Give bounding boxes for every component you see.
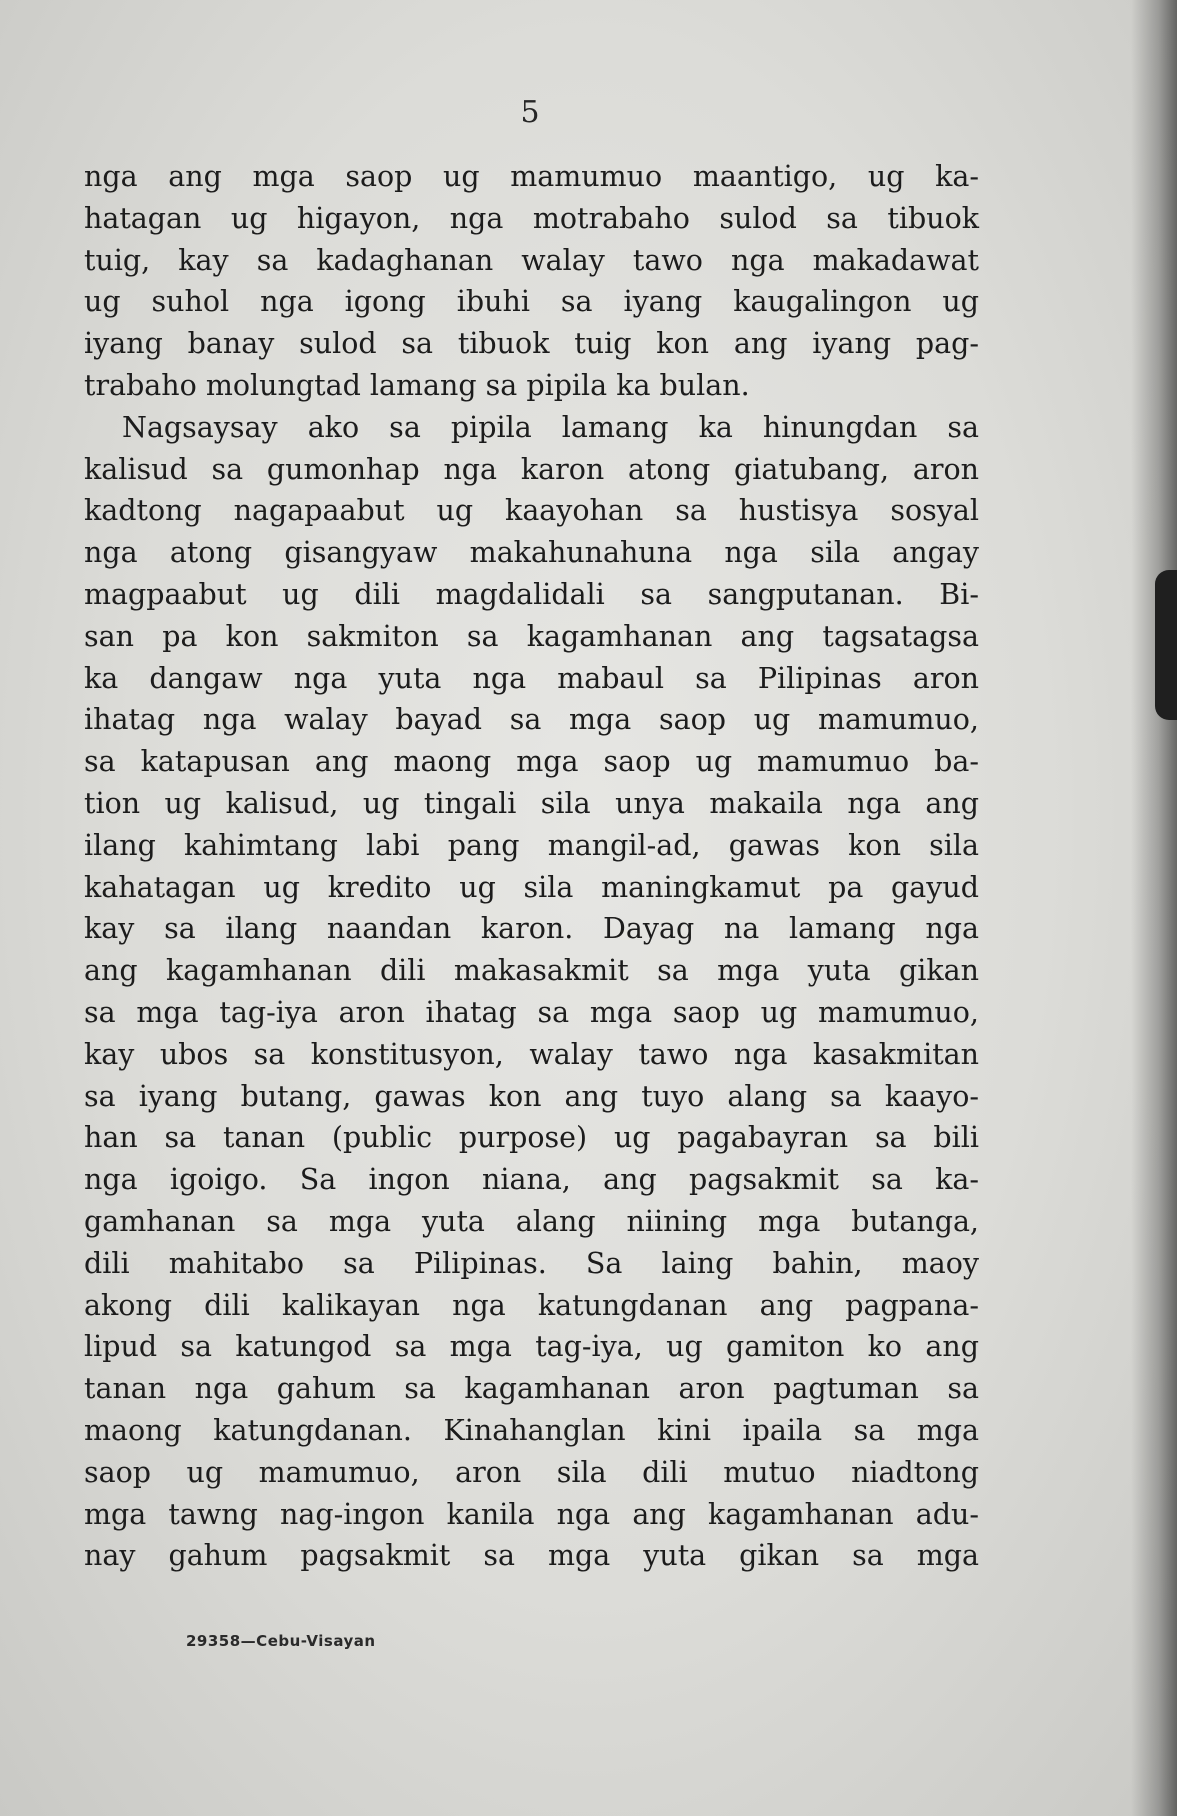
text-line: trabaho molungtad lamang sa pipila ka bulan. [84,368,750,402]
text-line: maong katungdanan. Kinahanglan kini ipaila sa mga [84,1413,979,1447]
text-line: ilang kahimtang labi pang mangil-ad, gawas kon sila [84,828,979,862]
page-edge-shadow [1131,0,1177,1816]
text-line: ang kagamhanan dili makasakmit sa mga yuta gikan [84,954,979,988]
text-line: nga igoigo. Sa ingon niana, ang pagsakmit sa ka- [84,1163,979,1197]
text-line: iyang banay sulod sa tibuok tuig kon ang iyang pag- [84,327,979,361]
text-line: kay sa ilang naandan karon. Dayag na lamang nga [84,912,979,946]
text-line: akong dili kalikayan nga katungdanan ang pagpana- [84,1288,979,1322]
text-line: nay gahum pagsakmit sa mga yuta gikan sa mga [84,1539,979,1573]
text-line: kay ubos sa konstitusyon, walay tawo nga kasakmitan [84,1037,979,1071]
text-line: tuig, kay sa kadaghanan walay tawo nga makadawat [84,243,979,277]
text-line: ihatag nga walay bayad sa mga saop ug mamumuo, [84,703,979,737]
page-number: 5 [520,95,540,130]
text-line: ug suhol nga igong ibuhi sa iyang kaugalingon ug [84,285,979,319]
printer-signature-code: 29358—Cebu-Visayan [186,1632,376,1650]
binding-mark [1155,570,1177,720]
text-line: kadtong nagapaabut ug kaayohan sa hustisya sosyal [84,494,979,528]
text-line: kalisud sa gumonhap nga karon atong giatubang, aron [84,452,979,486]
text-line: mga tawng nag-ingon kanila nga ang kagamhanan adu- [84,1497,979,1531]
text-line: nga ang mga saop ug mamumuo maantigo, ug ka- [84,160,979,193]
body-text [84,156,979,1577]
text-line: sa mga tag-iya aron ihatag sa mga saop ug mamumuo, [84,995,979,1029]
text-line: nga atong gisangyaw makahunahuna nga sila angay [84,536,979,570]
text-line: han sa tanan (public purpose) ug pagabayran sa bili [84,1121,979,1155]
text-line: san pa kon sakmiton sa kagamhanan ang tagsatagsa [84,619,979,653]
text-line: ka dangaw nga yuta nga mabaul sa Pilipinas aron [84,661,979,695]
text-line: saop ug mamumuo, aron sila dili mutuo niadtong [84,1455,979,1489]
text-line: dili mahitabo sa Pilipinas. Sa laing bahin, maoy [84,1246,979,1280]
text-line: gamhanan sa mga yuta alang niining mga butanga, [84,1204,979,1238]
text-line: kahatagan ug kredito ug sila maningkamut pa gayud [84,870,979,904]
text-line: tanan nga gahum sa kagamhanan aron pagtuman sa [84,1372,979,1406]
text-line: sa iyang butang, gawas kon ang tuyo alang sa kaayo- [84,1079,979,1113]
text-line: hatagan ug higayon, nga motrabaho sulod sa tibuok [84,201,979,235]
text-line: magpaabut ug dili magdalidali sa sangputanan. Bi- [84,577,979,611]
text-line: sa katapusan ang maong mga saop ug mamumuo ba- [84,745,979,779]
text-line: tion ug kalisud, ug tingali sila unya makaila nga ang [84,786,979,820]
text-line: lipud sa katungod sa mga tag-iya, ug gamiton ko ang [84,1330,979,1364]
text-line: Nagsaysay ako sa pipila lamang ka hinungdan sa [122,410,979,444]
